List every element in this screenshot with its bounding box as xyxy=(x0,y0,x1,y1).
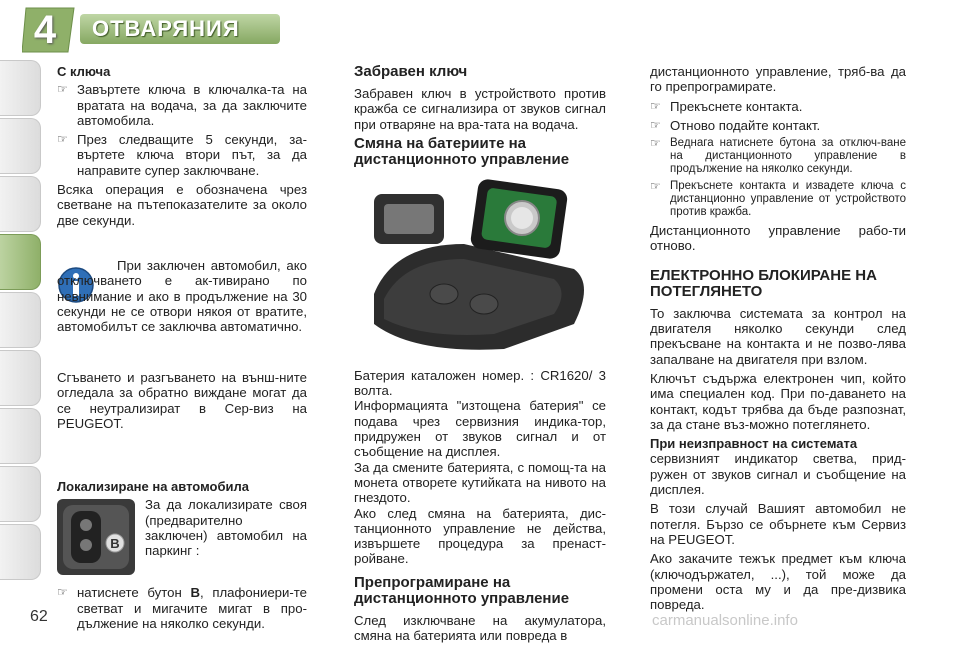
key-fob-photo xyxy=(354,174,606,362)
section-heading: Смяна на батериите на дистанционното управление xyxy=(354,134,570,168)
bullet-text: Завъртете ключа в ключалка-та на вратата на водача, за да заключите автомобила. xyxy=(77,82,307,128)
hand-pointer-icon: ☞ xyxy=(57,132,68,147)
info-box xyxy=(57,258,307,368)
chapter-tabs xyxy=(0,60,44,625)
hand-pointer-icon: ☞ xyxy=(650,136,661,151)
paragraph: Сгъването и разгъването на външ-ните огледала за обратно виждане могат да се неутрализират в Сер-виз на PEUGEOT. xyxy=(57,369,307,431)
section-heading: Препрограмиране на дистанционното управление xyxy=(354,573,570,607)
section-heading: Забравен ключ xyxy=(354,63,468,80)
hand-pointer-icon: ☞ xyxy=(57,585,68,600)
chapter-tab[interactable] xyxy=(0,176,41,232)
watermark: carmanualsonline.info xyxy=(652,612,798,629)
paragraph: То заключва системата за контрол на двигателя няколко секунди след прекъсване на контакта и не позво-лява запалване на двигателя при взлом. xyxy=(650,305,906,367)
bullet-text: Веднага натиснете бутона за отключ-ване на дистанционното управление в продължение на няколко секунди. xyxy=(670,137,906,176)
paragraph: Информацията "изтощена батерия" се подава чрез сервизния индика-тор, придружен от звуков сигнал и от съобщение на дисплея. xyxy=(354,398,606,460)
paragraph: дистанционното управление, тряб-ва да го препрограмирате. xyxy=(650,64,906,95)
section-heading: Локализиране на автомобила xyxy=(57,479,249,495)
paragraph: Забравен ключ в устройството против кражба се сигнализира от звуков сигнал при отваряне на вра-тата на водача. xyxy=(354,86,606,132)
section-heading: При неизправност на системата xyxy=(650,436,858,452)
bullet-item xyxy=(57,82,307,128)
bullet-text: натиснете бутон B, плафониери-те светват и мигачите мигат в про-дължение на няколко секунди. xyxy=(77,585,307,632)
hand-pointer-icon: ☞ xyxy=(650,98,661,113)
section-heading: ЕЛЕКТРОННО БЛОКИРАНЕ НА ПОТЕГЛЯНЕТО xyxy=(650,266,877,300)
bullet-text: Прекъснете контакта. xyxy=(670,98,803,114)
hand-pointer-icon: ☞ xyxy=(57,82,68,97)
key-button-photo xyxy=(57,499,135,575)
chapter-tab[interactable] xyxy=(0,60,41,116)
paragraph: Ако след смяна на батерията, дис-танционното управление не действа, извършете процедура за пренаст-ройване. xyxy=(354,505,606,567)
paragraph: Всяка операция е обозначена чрез светване на пътепоказателите за около две секунди. xyxy=(57,182,307,228)
paragraph: сервизният индикатор светва, прид-ружен от звуков сигнал и съобщение на дисплея. xyxy=(650,451,906,498)
chapter-tab[interactable] xyxy=(0,524,41,580)
chapter-tab[interactable] xyxy=(0,292,41,348)
paragraph: След изключване на акумулатора, смяна на батерията или повреда в xyxy=(354,612,606,644)
paragraph: Ако закачите тежък предмет към ключа (ключодържател, ...), той може да промени оста му и да пре-дизвика повреда. xyxy=(650,551,906,613)
chapter-tab[interactable] xyxy=(0,118,41,174)
bullet-text: През следващите 5 секунди, за-въртете ключа втори път, за да направите супер заключване. xyxy=(77,132,307,178)
paragraph: За да смените батерията, с помощ-та на монета отворете кутийката на нивото на гнездото. xyxy=(354,459,606,506)
column-3 xyxy=(650,64,906,616)
bullet-text: Прекъснете контакта и извадете ключа с дистанционно управление от устройството против кражба. xyxy=(670,180,906,219)
paragraph: Ключът съдържа електронен чип, който има специален код. При по-даването на контакт, кодът трябва да бъде разпознат, за да стане въз-можно потеглянето. xyxy=(650,370,906,432)
bullet-item xyxy=(57,132,307,178)
chapter-tab[interactable] xyxy=(0,466,41,522)
chapter-tab-active[interactable] xyxy=(0,234,41,290)
chapter-tab[interactable] xyxy=(0,408,41,464)
bullet-item xyxy=(650,118,906,133)
chapter-number: 4 xyxy=(33,8,57,52)
chapter-tab[interactable] xyxy=(0,350,41,406)
button-b-label: B xyxy=(110,536,120,552)
bullet-item xyxy=(650,99,906,114)
hand-pointer-icon: ☞ xyxy=(650,179,661,194)
paragraph: Батерия каталожен номер. : CR1620/ 3 волта. xyxy=(354,367,606,399)
bullet-item xyxy=(57,585,307,631)
column-1 xyxy=(57,64,307,635)
paragraph: В този случай Вашият автомобил не потегля. Бързо се обърнете към Сервиз на PEUGEOT. xyxy=(650,501,906,547)
locate-block xyxy=(57,497,307,575)
page-title: ОТВАРЯНИЯ xyxy=(92,16,240,41)
bullet-item xyxy=(650,180,906,219)
paragraph: Дистанционното управление рабо-ти отново. xyxy=(650,223,906,254)
info-text: При заключен автомобил, ако отключването е ак-тивирано по невнимание и ако в продължение на 30 секунди не се отвори някоя от вратите, автомобилът се заключва автоматично. xyxy=(57,257,307,335)
page-header xyxy=(0,0,960,58)
bullet-item xyxy=(650,137,906,176)
paragraph: За да локализирате своя (предварително заключен) автомобил на паркинг : xyxy=(145,497,307,559)
bullet-text: Отново подайте контакт. xyxy=(670,117,821,133)
page-number: 62 xyxy=(30,608,48,625)
hand-pointer-icon: ☞ xyxy=(650,117,661,132)
section-heading: С ключа xyxy=(57,64,111,79)
column-2 xyxy=(354,64,606,647)
